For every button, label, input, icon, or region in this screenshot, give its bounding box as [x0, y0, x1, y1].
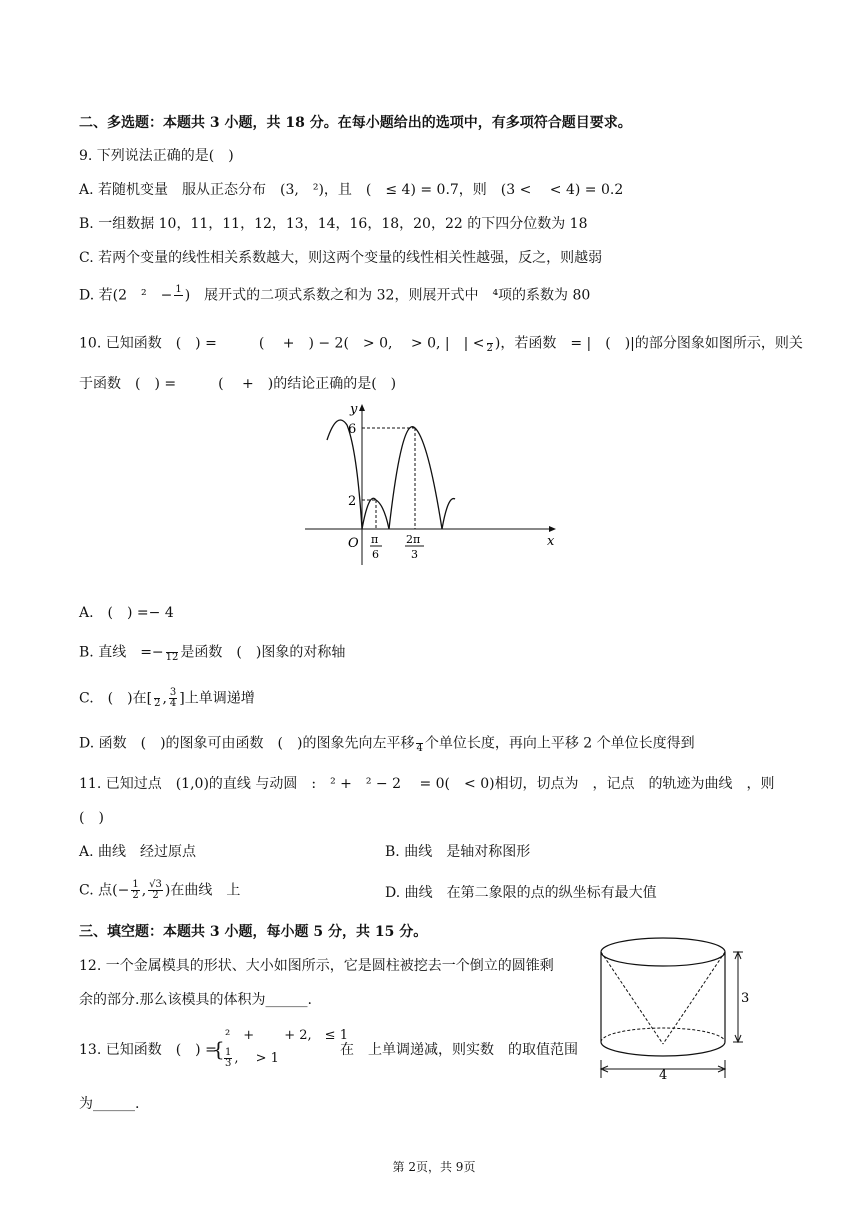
q11-c-frac1-den: 2	[132, 890, 139, 901]
q13-post: 在 上单调递减，则实数 的取值范围	[340, 1042, 578, 1058]
q11-line2: ( )	[79, 810, 104, 826]
q10-function-graph	[300, 395, 570, 570]
curve-arc-left	[327, 420, 362, 529]
q10-line1-post: )，若函数 = | ( )|的部分图象如图所示，则关	[494, 335, 803, 352]
q11-option-b: B. 曲线 是轴对称图形	[385, 844, 531, 860]
q10-option-d	[79, 733, 695, 754]
q13-stem	[79, 1040, 217, 1060]
q9-d-frac-num: 1	[175, 284, 182, 295]
q12-cylinder-figure	[595, 932, 755, 1082]
q12-line1: 12. 一个金属模具的形状、大小如图所示，它是圆柱被挖去一个倒立的圆锥剩	[79, 958, 554, 974]
q10-b-frac-den: 12	[165, 652, 179, 663]
q10-option-a: A. ( ) =− 4	[79, 605, 174, 621]
q9-d-frac-den	[174, 296, 182, 306]
x-tick-2pi3-den: 3	[411, 548, 418, 561]
q10-d-fraction	[416, 733, 422, 754]
q9-option-d	[79, 285, 590, 306]
q11-option-c: C. 点(− $\frac{1}{2}$ , $\frac{√3}{2}$ )在曲线 上	[79, 879, 241, 901]
q11-c-post: )在曲线 上	[164, 882, 241, 899]
q13-case1: ² + + 2, ≤ 1	[225, 1028, 348, 1043]
x-tick-pi6-num: π	[371, 533, 379, 546]
q13-brace: {	[212, 1037, 225, 1061]
q10-line1-fraction	[487, 333, 493, 354]
q9-d-post: ) 展开式的二项式系数之和为 32，则展开式中 ⁴项的系数为 80	[184, 287, 591, 304]
q10-d-post: 个单位长度，再向上平移 2 个单位长度得到	[424, 735, 695, 752]
x-axis-label: x	[547, 534, 555, 549]
q12-line2: 余的部分.那么该模具的体积为______.	[79, 992, 312, 1008]
q9-option-b: B. 一组数据 10，11，11，12，13，14，16，18，20，22 的下四分位数为 18	[79, 216, 588, 232]
q13-case2	[222, 1048, 279, 1069]
q10-d-frac-den: 4	[416, 743, 423, 754]
q10-c-frac2-den: 4	[169, 698, 177, 709]
q10-c-fraction1	[154, 688, 160, 709]
y-axis-label: y	[350, 402, 358, 417]
cylinder-top-ellipse	[601, 938, 725, 966]
q9-d-pre: D. 若(2 ² −	[79, 287, 173, 304]
q10-c-pre: C. ( )在[	[79, 690, 153, 707]
q11-c-fraction1	[131, 880, 139, 901]
q11-option-d: D. 曲线 在第二象限的点的纵坐标有最大值	[385, 885, 657, 901]
q13-case2-post: , > 1	[234, 1051, 279, 1066]
q10-option-c: C. ( )在[ 2 , $\frac{3}{4}$ ]上单调递增	[79, 687, 255, 709]
section-header-fill-in: 三、填空题：本题共 3 小题，每小题 5 分，共 15 分。	[79, 924, 428, 940]
q11-option-a: A. 曲线 经过原点	[79, 844, 197, 860]
x-tick-2pi3-num: 2π	[406, 533, 421, 546]
q11-c-frac1-num: 1	[132, 879, 139, 890]
q13-case2-fraction	[224, 1048, 232, 1069]
q11-c-fraction2	[148, 880, 163, 901]
q9-d-fraction	[174, 285, 182, 306]
q10-b-fraction	[166, 642, 179, 663]
y-tick-6: 6	[348, 422, 357, 437]
q10-b-pre: B. 直线 =−	[79, 644, 164, 661]
q10-c-fraction2	[169, 688, 177, 709]
q9-option-c: C. 若两个变量的线性相关系数越大，则这两个变量的线性相关性越强，反之，则越弱	[79, 250, 603, 266]
q13-pre: 13. 已知函数 ( ) =	[79, 1042, 217, 1058]
q10-line1-pre: 10. 已知函数 ( ) = ( + ) − 2( > 0, > 0, | | <	[79, 335, 485, 352]
page-footer: 第 2页，共 9页	[392, 1160, 476, 1174]
q10-line1	[79, 333, 803, 354]
y-tick-2: 2	[348, 494, 357, 509]
q11-line1: 11. 已知过点 (1,0)的直线 与动圆 : ² + ² − 2 = 0( < 0)相切，切点为 ，记点 的轨迹为曲线 ，则	[79, 776, 775, 792]
q13-case2-num: 1	[225, 1047, 232, 1058]
q11-c-frac2-num: √3	[149, 879, 162, 890]
height-label: 3	[741, 991, 750, 1006]
q11-c-pre: C. 点(−	[79, 882, 130, 899]
width-label: 4	[659, 1068, 668, 1082]
q10-option-b	[79, 642, 345, 663]
q10-frac-den: 2	[486, 343, 493, 354]
q10-c-frac1-den: 2	[154, 698, 161, 709]
q10-c-post: ]上单调递增	[179, 690, 255, 707]
q10-b-post: 是函数 ( )图象的对称轴	[180, 644, 346, 661]
q11-c-frac2-den: 2	[152, 890, 159, 901]
q10-line2: 于函数 ( ) = ( + )的结论正确的是( )	[79, 376, 397, 392]
q10-d-pre: D. 函数 ( )的图象可由函数 ( )的图象先向左平移	[79, 735, 415, 752]
q9-stem: 9. 下列说法正确的是( )	[79, 148, 234, 164]
origin-label: O	[348, 536, 359, 551]
cylinder-bottom-front	[601, 1042, 725, 1056]
cylinder-bottom-back	[601, 1028, 725, 1042]
q9-option-a: A. 若随机变量 服从正态分布 (3, ²)，且 ( ≤ 4) = 0.7，则 (3 < < 4) = 0.2	[79, 182, 624, 198]
x-tick-pi6-den: 6	[372, 548, 379, 561]
q13-line2: 为______.	[79, 1096, 140, 1112]
curve-arc-right	[442, 499, 455, 529]
q10-c-frac2-num: 3	[169, 687, 177, 698]
q13-case2-den: 3	[225, 1058, 232, 1069]
section-header-multiple-choice: 二、多选题：本题共 3 小题，共 18 分。在每小题给出的选项中，有多项符合题目要求。	[79, 115, 632, 131]
